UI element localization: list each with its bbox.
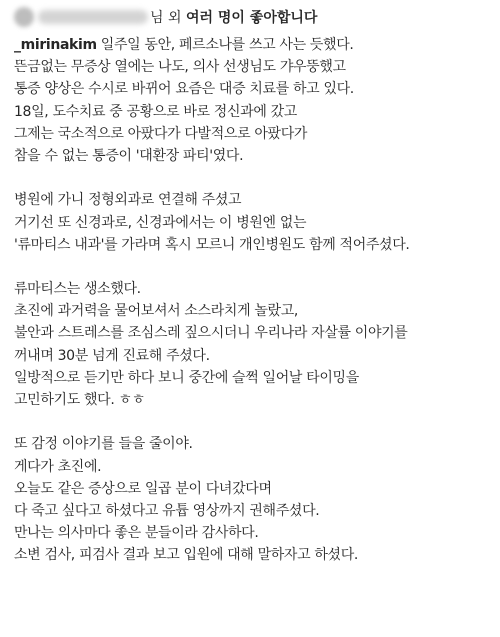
- post-caption: [14, 34, 496, 567]
- caption-line: 참을 수 없는 통증이 '대환장 파티'였다.: [14, 147, 244, 164]
- likes-count-text: 여러 명이 좋아합니다: [185, 10, 318, 26]
- caption-line: 꺼내며 30분 넘게 진료해 주셨다.: [14, 347, 210, 364]
- paragraph-gap: [14, 167, 496, 189]
- caption-text: 일주일 동안, 페르소나를 쓰고 사는 듯했다.: [96, 37, 354, 53]
- caption-line: 오늘도 같은 증상으로 일곱 분이 다녀갔다며: [14, 480, 272, 497]
- caption-line: 18일, 도수치료 중 공황으로 바로 정신과에 갔고: [14, 103, 297, 120]
- caption-line: 만나는 의사마다 좋은 분들이라 감사하다.: [14, 525, 259, 542]
- caption-line: 거기선 또 신경과로, 신경과에서는 이 병원엔 없는: [14, 214, 307, 231]
- blurred-avatar: [14, 7, 34, 27]
- caption-line: 그제는 국소적으로 아팠다가 다발적으로 아팠다가: [14, 125, 308, 142]
- blurred-username: [38, 10, 148, 24]
- caption-line: 다 죽고 싶다고 하셨다고 유튭 영상까지 권해주셨다.: [14, 502, 320, 519]
- likes-summary[interactable]: [14, 6, 317, 28]
- caption-line: 뜬금없는 무증상 열에는 나도, 의사 선생님도 갸우뚱했고: [14, 59, 346, 76]
- caption-line: 게다가 초진에.: [14, 458, 102, 475]
- caption-line: 불안과 스트레스를 조심스레 짚으시더니 우리나라 자살률 이야기를: [14, 325, 408, 342]
- caption-line: 소변 검사, 피검사 결과 보고 입원에 대해 말하자고 하셨다.: [14, 547, 359, 564]
- caption-line: 통증 양상은 수시로 바뀌어 요즘은 대증 치료를 하고 있다.: [14, 81, 354, 98]
- likes-suffix: 님 외: [150, 10, 186, 26]
- author-username[interactable]: _mirinakim: [14, 37, 97, 53]
- caption-line: 병원에 가니 정형외과로 연결해 주셨고: [14, 192, 242, 209]
- caption-line: 일방적으로 듣기만 하다 보니 중간에 슬쩍 일어날 타이밍을: [14, 369, 359, 386]
- caption-line: 초진에 과거력을 물어보셔서 소스라치게 놀랐고,: [14, 303, 298, 320]
- paragraph-gap: [14, 411, 496, 433]
- caption-line: '류마티스 내과'를 가라며 혹시 모르니 개인병원도 함께 적어주셨다.: [14, 236, 410, 253]
- caption-line: 류마티스는 생소했다.: [14, 281, 141, 298]
- caption-line: 또 감정 이야기를 들을 줄이야.: [14, 436, 193, 453]
- caption-line: [14, 34, 496, 56]
- caption-line: 고민하기도 했다. ㅎㅎ: [14, 392, 145, 408]
- likes-text: [150, 7, 317, 27]
- paragraph-gap: [14, 256, 496, 278]
